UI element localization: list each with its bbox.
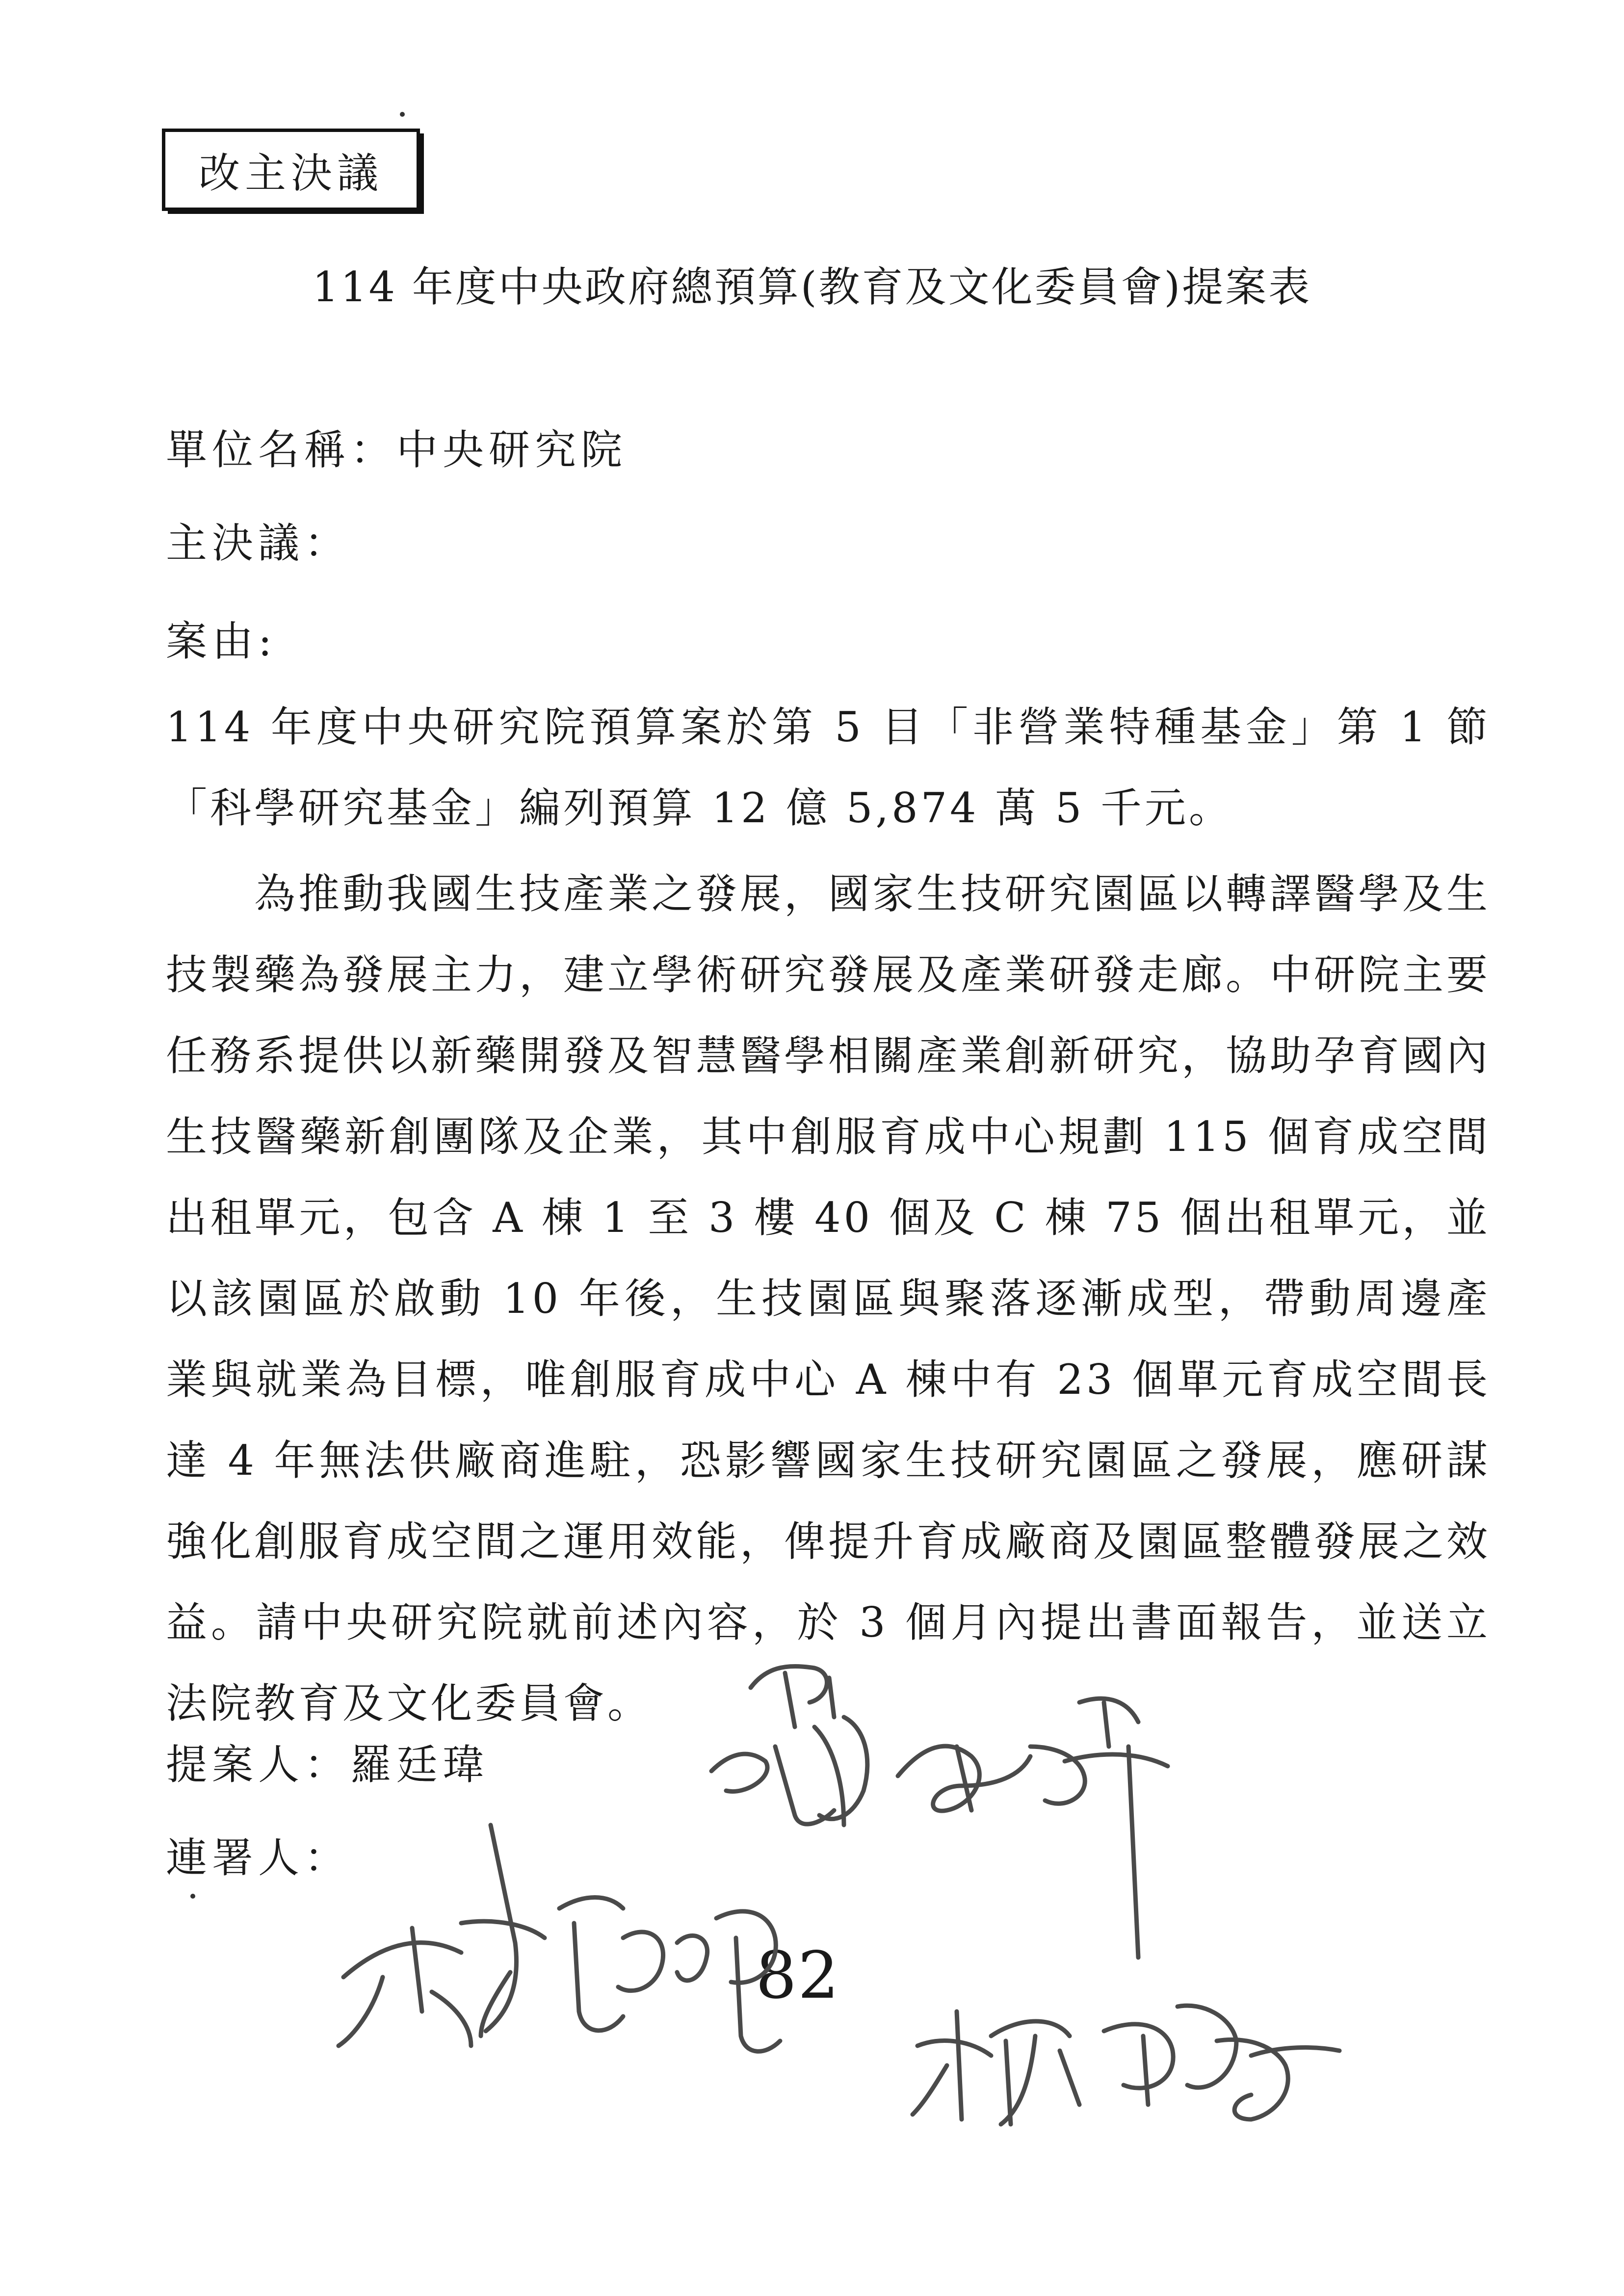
proposer-name: 羅廷瑋: [350, 1741, 489, 1789]
document-title: 114 年度中央政府總預算(教育及文化委員會)提案表: [312, 263, 1312, 311]
scan-speck: [400, 112, 405, 117]
scan-speck: [190, 1894, 195, 1899]
reason-paragraph: 為推動我國生技產業之發展，國家生技研究園區以轉譯醫學及生技製藥為發展主力，建立學術研究發展及產業研發走廊。中研院主要任務系提供以新藥開發及智慧醫學相關產業創新研究，協助孕育國內生技醫藥新創團隊及企業，其中創服育成中心規劃 115 個育成空間出租單元，包含 A 棟 1 至 3 樓 40 個及 C 棟 75 個出租單元，並以該園區於啟動 10 年後，生技園區與聚落逐漸成型，帶動周邊產業與就業為目標，唯創服育成中心 A 棟中有 23 個單元育成空間長達 4 年無法供廠商進駐，恐影響國家生技研究園區之發展，應研謀強化創服育成空間之運用效能，俾提升育成廠商及園區整體發展之效益。請中央研究院就前述內容，於 3 個月內提出書面報告，並送立法院教育及文化委員會。: [166, 870, 1491, 1727]
amended-resolution-stamp: [162, 129, 420, 211]
cosigner-line: [166, 1825, 350, 1884]
reason-line: [166, 608, 277, 668]
main-resolution-line: [166, 510, 350, 570]
page-number: 82: [756, 1938, 840, 2013]
cosigner-label: 連署人：: [166, 1834, 351, 1882]
proposer-label: 提案人：: [166, 1741, 351, 1789]
budget-paragraph: 114 年度中央研究院預算案於第 5 目「非營業特種基金」第 1 節「科學研究基金」編列預算 12 億 5,874 萬 5 千元。: [166, 703, 1491, 832]
unit-line: [166, 417, 627, 476]
main-resolution-label: 主決議：: [166, 519, 351, 567]
proposer-line: [166, 1732, 489, 1791]
cosigner-signature-1: [339, 1825, 780, 2051]
stamp-text: 改主決議: [198, 149, 383, 197]
reason-label: 案由:: [166, 617, 277, 665]
unit-value: 中央研究院: [396, 426, 628, 474]
unit-label: 單位名稱：: [166, 426, 397, 474]
cosigner-signature-2: [913, 2006, 1339, 2124]
